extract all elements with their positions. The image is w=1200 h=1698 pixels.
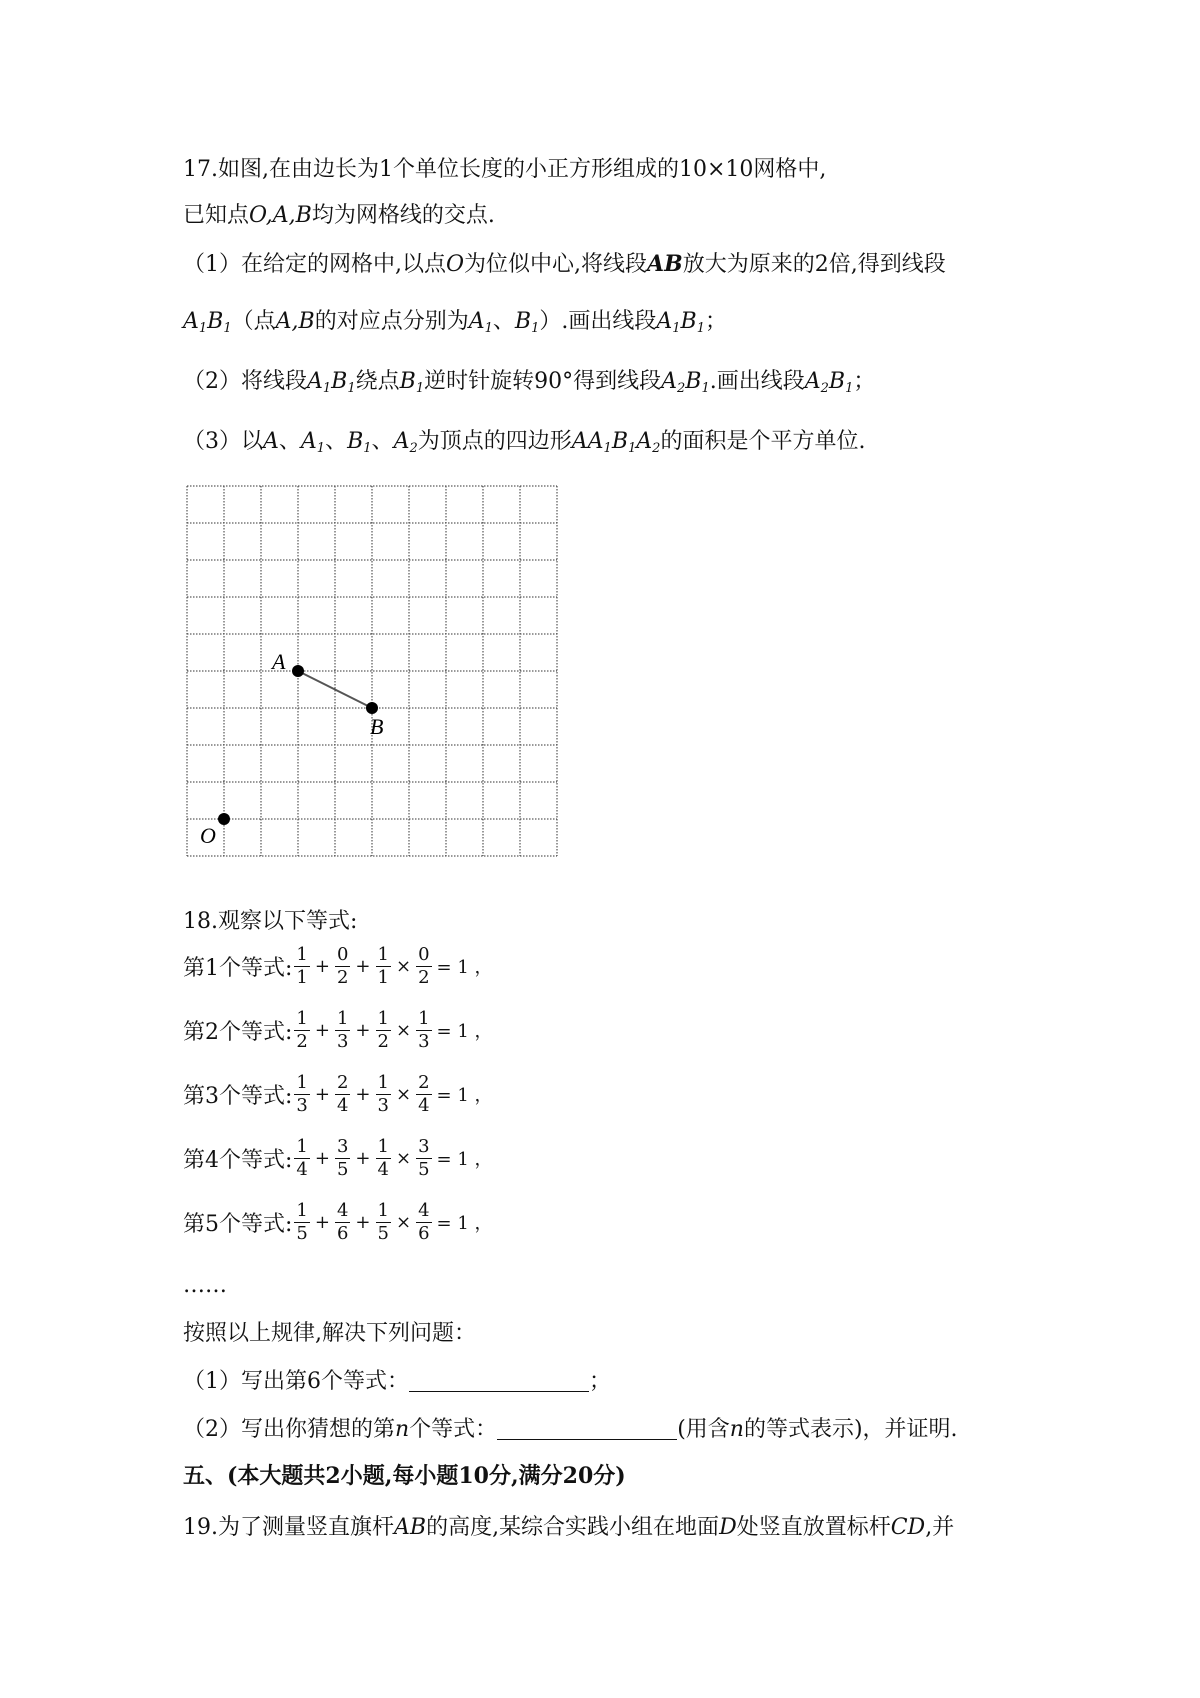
fraction (376, 944, 391, 989)
section-5-heading: 五、(本大题共2小题,每小题10分,满分20分) (183, 1463, 626, 1489)
fraction (335, 1136, 350, 1181)
q17-grid-figure (185, 484, 595, 894)
operator: + (314, 1211, 330, 1233)
grid-lines (187, 486, 557, 856)
equation-result: = 1 ， (436, 1085, 493, 1106)
operator: × (395, 1211, 412, 1233)
point-b (366, 702, 378, 714)
fraction (376, 1008, 391, 1053)
denominator: 2 (418, 966, 430, 988)
fraction (416, 1072, 431, 1117)
operator: + (314, 955, 330, 977)
q17-part2: （2）将线段$A_1B_1$绕点$B_1$逆时针旋转90°得到线段$A_2B_1$.画出线段$A_2B_1$； (183, 369, 876, 396)
denominator: 2 (377, 1030, 389, 1052)
operator: + (314, 1019, 330, 1041)
q17-part1-line2: $A_1B_1$（点A,B的对应点分别为$A_1$、$B_1$）.画出线段$A_1B_1$； (183, 309, 727, 336)
q17-intro-line2: 已知点O,A,B均为网格线的交点. (183, 203, 495, 228)
operator: × (395, 1019, 412, 1041)
q18-part1: （1）写出第6个等式： ； (183, 1369, 612, 1394)
denominator: 5 (418, 1158, 430, 1180)
fraction (416, 1008, 431, 1053)
denominator: 5 (336, 1158, 349, 1180)
fraction (294, 1008, 309, 1053)
numerator: 0 (336, 943, 349, 965)
numerator: 1 (418, 1007, 430, 1029)
q18-rule: 按照以上规律,解决下列问题： (183, 1321, 476, 1346)
numerator: 2 (336, 1071, 349, 1093)
numerator: 1 (377, 943, 389, 965)
denominator: 1 (377, 966, 389, 988)
fraction (416, 1200, 431, 1245)
q18-equation-2 (183, 1004, 496, 1056)
q18-ellipsis: …… (183, 1273, 227, 1298)
numerator: 1 (296, 943, 308, 965)
answer-blank-2[interactable] (497, 1417, 677, 1440)
fraction (376, 1072, 391, 1117)
fraction (294, 1072, 309, 1117)
operator: + (355, 955, 371, 977)
q18-part2: （2）写出你猜想的第n个等式： (用含n的等式表示)，并证明. (183, 1417, 958, 1442)
q18-equation-1 (183, 940, 496, 992)
numerator: 1 (296, 1199, 308, 1221)
equation-result: = 1 ， (436, 957, 493, 978)
numerator: 3 (336, 1135, 349, 1157)
fraction (376, 1200, 391, 1245)
numerator: 1 (296, 1135, 308, 1157)
fraction (335, 944, 350, 989)
fraction (294, 944, 309, 989)
point-a (292, 665, 304, 677)
numerator: 1 (296, 1007, 308, 1029)
q17-part3: （3）以A、$A_1$、$B_1$、$A_2$为顶点的四边形$AA_1B_1A_2$的面积是个平方单位. (183, 429, 866, 456)
denominator: 4 (377, 1158, 389, 1180)
equation-label: 第5个等式: (183, 1211, 293, 1237)
q17-intro-line1: 17.如图,在由边长为1个单位长度的小正方形组成的10×10网格中, (183, 157, 827, 182)
numerator: 3 (418, 1135, 430, 1157)
denominator: 2 (336, 966, 349, 988)
answer-blank-1[interactable] (409, 1369, 589, 1392)
denominator: 5 (377, 1222, 389, 1244)
denominator: 2 (296, 1030, 308, 1052)
operator: + (314, 1083, 330, 1105)
numerator: 4 (418, 1199, 430, 1221)
denominator: 3 (296, 1094, 308, 1116)
numerator: 1 (377, 1135, 389, 1157)
operator: + (314, 1147, 330, 1169)
denominator: 4 (418, 1094, 430, 1116)
numerator: 1 (377, 1199, 389, 1221)
denominator: 4 (336, 1094, 349, 1116)
fraction (416, 944, 431, 989)
denominator: 1 (296, 966, 308, 988)
equation-label: 第2个等式: (183, 1019, 293, 1045)
fraction (294, 1136, 309, 1181)
q19-intro: 19.为了测量竖直旗杆AB的高度,某综合实践小组在地面D处竖直放置标杆CD,并 (183, 1515, 955, 1540)
denominator: 4 (296, 1158, 308, 1180)
q18-equation-5 (183, 1196, 496, 1248)
operator: × (395, 1147, 412, 1169)
fraction (376, 1136, 391, 1181)
denominator: 6 (418, 1222, 430, 1244)
label-o: O (200, 823, 216, 848)
operator: + (355, 1083, 371, 1105)
fraction (335, 1008, 350, 1053)
numerator: 4 (336, 1199, 349, 1221)
fraction (416, 1136, 431, 1181)
numerator: 0 (418, 943, 430, 965)
q17-part1-line1: （1）在给定的网格中,以点O为位似中心,将线段AB放大为原来的2倍,得到线段 (183, 251, 946, 277)
denominator: 3 (336, 1030, 349, 1052)
fraction (294, 1200, 309, 1245)
q18-intro: 18.观察以下等式: (183, 909, 358, 934)
operator: × (395, 955, 412, 977)
equation-label: 第3个等式: (183, 1083, 293, 1109)
operator: + (355, 1211, 371, 1233)
point-o (218, 813, 230, 825)
operator: × (395, 1083, 412, 1105)
denominator: 6 (336, 1222, 349, 1244)
equation-label: 第1个等式: (183, 955, 293, 981)
numerator: 1 (377, 1071, 389, 1093)
operator: + (355, 1019, 371, 1041)
equation-label: 第4个等式: (183, 1147, 293, 1173)
equation-result: = 1 ， (436, 1149, 493, 1170)
numerator: 1 (296, 1071, 308, 1093)
numerator: 2 (418, 1071, 430, 1093)
q18-equation-3 (183, 1068, 496, 1120)
numerator: 1 (377, 1007, 389, 1029)
denominator: 3 (377, 1094, 389, 1116)
numerator: 1 (336, 1007, 349, 1029)
label-a: A (272, 649, 286, 674)
equation-result: = 1 ， (436, 1021, 493, 1042)
fraction (335, 1200, 350, 1245)
label-b: B (370, 714, 384, 739)
denominator: 5 (296, 1222, 308, 1244)
denominator: 3 (418, 1030, 430, 1052)
fraction (335, 1072, 350, 1117)
q18-equation-4 (183, 1132, 496, 1184)
equation-result: = 1 ， (436, 1213, 493, 1234)
operator: + (355, 1147, 371, 1169)
